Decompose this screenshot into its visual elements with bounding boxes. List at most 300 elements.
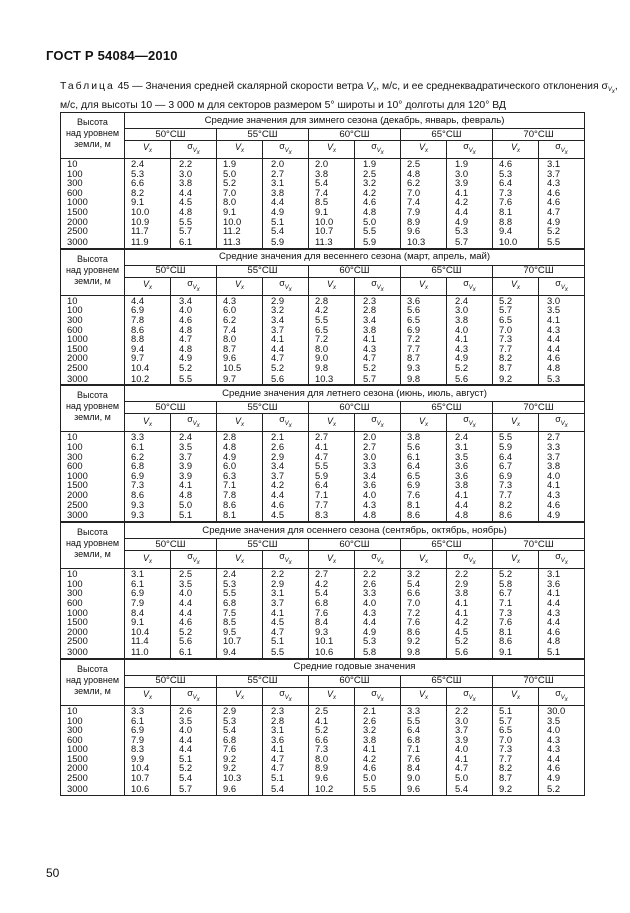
deviation-cell: 4.0	[171, 305, 217, 315]
deviation-cell: 4.7	[171, 334, 217, 344]
speed-cell: 9.8	[309, 363, 355, 373]
speed-cell: 5.4	[309, 588, 355, 598]
sigma-symbol-header: $\sigma_{V_x}$	[171, 141, 217, 159]
deviation-cell: 3.6	[355, 480, 401, 490]
deviation-cell: 5.2	[539, 226, 585, 236]
deviation-cell: 4.6	[355, 763, 401, 773]
caption-line-1: Таблица 45 — Значения средней скалярной скорости ветра $V_x$, м/с, и ее среднеквадратического отклонения $\sigma_{V_x}$,	[60, 81, 618, 95]
speed-cell: 9.6	[309, 773, 355, 783]
latitude-header: 55°СШ	[217, 402, 309, 414]
deviation-cell: 5.2	[171, 627, 217, 637]
altitude-cell: 3000	[61, 509, 125, 522]
deviation-cell: 3.8	[355, 735, 401, 745]
table-row	[61, 226, 585, 236]
deviation-cell: 5.6	[447, 372, 493, 385]
deviation-cell: 5.2	[539, 783, 585, 796]
speed-cell: 6.9	[401, 480, 447, 490]
speed-cell: 2.7	[309, 432, 355, 442]
speed-cell: 7.4	[309, 188, 355, 198]
altitude-cell: 100	[61, 716, 125, 726]
caption-text: — Значения средней скалярной скорости ветра	[129, 81, 367, 92]
deviation-cell: 5.1	[263, 636, 309, 646]
deviation-cell: 4.4	[539, 344, 585, 354]
speed-cell: 8.8	[125, 334, 171, 344]
altitude-cell: 2500	[61, 636, 125, 646]
deviation-cell: 4.9	[171, 353, 217, 363]
speed-cell: 6.5	[401, 315, 447, 325]
v-symbol-header: $V_x$	[217, 141, 263, 159]
speed-cell: 6.9	[125, 725, 171, 735]
speed-cell: 6.0	[217, 305, 263, 315]
deviation-cell: 5.4	[263, 783, 309, 796]
speed-cell: 3.1	[125, 569, 171, 579]
speed-cell: 7.7	[493, 344, 539, 354]
speed-cell: 10.7	[217, 636, 263, 646]
deviation-cell: 5.1	[539, 646, 585, 659]
deviation-cell: 3.3	[355, 461, 401, 471]
deviation-cell: 3.0	[171, 169, 217, 179]
deviation-cell: 3.9	[447, 178, 493, 188]
deviation-cell: 5.9	[263, 236, 309, 249]
sigma-symbol-header: $\sigma_{V_x}$	[539, 141, 585, 159]
deviation-cell: 4.6	[539, 627, 585, 637]
speed-cell: 7.0	[401, 188, 447, 198]
speed-cell: 7.8	[217, 490, 263, 500]
sigma-symbol-header: $\sigma_{V_x}$	[355, 414, 401, 432]
v-symbol-header: $V_x$	[493, 687, 539, 705]
deviation-cell: 2.6	[171, 705, 217, 715]
altitude-cell: 1500	[61, 617, 125, 627]
speed-cell: 4.4	[125, 295, 171, 305]
deviation-cell: 3.1	[539, 158, 585, 168]
speed-cell: 9.4	[217, 646, 263, 659]
speed-cell: 8.0	[217, 334, 263, 344]
deviation-cell: 3.9	[171, 461, 217, 471]
speed-cell: 5.6	[401, 442, 447, 452]
deviation-cell: 4.1	[355, 744, 401, 754]
speed-cell: 8.6	[125, 325, 171, 335]
speed-cell: 3.3	[125, 432, 171, 442]
deviation-cell: 3.5	[171, 716, 217, 726]
speed-cell: 10.2	[309, 783, 355, 796]
speed-cell: 9.6	[401, 783, 447, 796]
speed-cell: 8.6	[401, 627, 447, 637]
speed-cell: 3.6	[401, 295, 447, 305]
deviation-cell: 3.8	[539, 461, 585, 471]
deviation-cell: 4.0	[171, 725, 217, 735]
speed-cell: 9.2	[493, 783, 539, 796]
deviation-cell: 3.2	[355, 178, 401, 188]
deviation-cell: 3.6	[447, 471, 493, 481]
altitude-header	[61, 386, 125, 432]
deviation-cell: 3.5	[171, 579, 217, 589]
speed-cell: 6.1	[125, 716, 171, 726]
altitude-cell: 2000	[61, 217, 125, 227]
speed-cell: 2.9	[217, 705, 263, 715]
deviation-cell: 2.6	[355, 579, 401, 589]
deviation-cell: 2.9	[263, 295, 309, 305]
deviation-cell: 4.4	[171, 744, 217, 754]
deviation-cell: 5.5	[539, 236, 585, 249]
altitude-header-line: над уровнем	[65, 128, 120, 138]
latitude-header: 60°СШ	[309, 129, 401, 141]
season-title: Средние значения для осеннего сезона (сентябрь, октябрь, ноябрь)	[125, 523, 585, 539]
speed-cell: 7.3	[309, 744, 355, 754]
v-symbol-header: $V_x$	[401, 277, 447, 295]
caption-end: ,	[614, 81, 618, 92]
speed-cell: 5.7	[493, 716, 539, 726]
speed-cell: 7.3	[493, 480, 539, 490]
sigma-symbol-header: $\sigma_{V_x}$	[447, 141, 493, 159]
speed-cell: 6.1	[401, 452, 447, 462]
deviation-cell: 3.5	[539, 716, 585, 726]
latitude-header: 60°СШ	[309, 402, 401, 414]
speed-cell: 6.6	[125, 178, 171, 188]
altitude-cell: 10	[61, 295, 125, 305]
deviation-cell: 4.8	[355, 509, 401, 522]
deviation-cell: 4.4	[447, 500, 493, 510]
speed-cell: 10.0	[493, 236, 539, 249]
speed-cell: 9.2	[401, 636, 447, 646]
deviation-cell: 5.1	[171, 509, 217, 522]
speed-cell: 7.9	[401, 207, 447, 217]
speed-cell: 10.6	[125, 783, 171, 796]
deviation-cell: 3.0	[447, 716, 493, 726]
latitude-header: 60°СШ	[309, 265, 401, 277]
speed-cell: 6.4	[493, 178, 539, 188]
deviation-cell: 4.8	[447, 509, 493, 522]
speed-cell: 10.7	[309, 226, 355, 236]
speed-cell: 6.9	[125, 305, 171, 315]
speed-cell: 7.9	[125, 735, 171, 745]
deviation-cell: 4.7	[355, 353, 401, 363]
speed-cell: 9.3	[125, 500, 171, 510]
deviation-cell: 3.8	[447, 315, 493, 325]
deviation-cell: 5.3	[539, 372, 585, 385]
deviation-cell: 4.6	[539, 197, 585, 207]
speed-cell: 6.4	[493, 452, 539, 462]
deviation-cell: 4.4	[539, 334, 585, 344]
speed-cell: 9.7	[125, 353, 171, 363]
speed-cell: 6.5	[493, 725, 539, 735]
altitude-header-line: земли, м	[74, 685, 111, 696]
table-row	[61, 646, 585, 659]
season-title: Средние значения для летнего сезона (июнь, июль, август)	[125, 386, 585, 402]
speed-cell: 8.4	[401, 763, 447, 773]
sigma-symbol-header: $\sigma_{V_x}$	[263, 687, 309, 705]
altitude-cell: 10	[61, 569, 125, 579]
deviation-cell: 3.8	[263, 188, 309, 198]
sigma-symbol-header: $\sigma_{V_x}$	[355, 551, 401, 569]
altitude-cell: 100	[61, 305, 125, 315]
deviation-cell: 4.5	[263, 509, 309, 522]
latitude-header: 65°СШ	[401, 675, 493, 687]
deviation-cell: 3.7	[171, 452, 217, 462]
deviation-cell: 3.5	[447, 452, 493, 462]
deviation-cell: 4.4	[171, 735, 217, 745]
speed-cell: 9.8	[401, 372, 447, 385]
speed-cell: 2.5	[309, 705, 355, 715]
altitude-header	[61, 523, 125, 569]
deviation-cell: 4.0	[171, 588, 217, 598]
speed-cell: 7.0	[493, 325, 539, 335]
deviation-cell: 4.9	[447, 353, 493, 363]
speed-cell: 3.3	[401, 705, 447, 715]
deviation-cell: 5.2	[355, 363, 401, 373]
speed-cell: 10.7	[125, 773, 171, 783]
deviation-cell: 4.1	[263, 608, 309, 618]
speed-cell: 10.0	[309, 217, 355, 227]
deviation-cell: 4.3	[539, 325, 585, 335]
speed-cell: 8.6	[217, 500, 263, 510]
deviation-cell: 4.7	[539, 207, 585, 217]
deviation-cell: 5.7	[171, 783, 217, 796]
speed-cell: 10.3	[309, 372, 355, 385]
speed-cell: 9.6	[217, 353, 263, 363]
v-symbol-header: $V_x$	[217, 414, 263, 432]
altitude-cell: 2000	[61, 490, 125, 500]
speed-cell: 4.7	[309, 452, 355, 462]
speed-cell: 11.0	[125, 646, 171, 659]
speed-cell: 11.7	[125, 226, 171, 236]
deviation-cell: 5.3	[355, 636, 401, 646]
sigma-symbol-header: $\sigma_{V_x}$	[539, 687, 585, 705]
speed-cell: 6.1	[125, 579, 171, 589]
speed-cell: 9.3	[125, 509, 171, 522]
caption-v-sub: x	[373, 87, 377, 93]
deviation-cell: 5.7	[447, 236, 493, 249]
latitude-header: 50°СШ	[125, 265, 217, 277]
speed-cell: 8.2	[493, 763, 539, 773]
deviation-cell: 4.8	[355, 207, 401, 217]
altitude-cell: 1000	[61, 744, 125, 754]
speed-cell: 7.9	[125, 598, 171, 608]
v-symbol-header: $V_x$	[217, 687, 263, 705]
speed-cell: 6.5	[401, 471, 447, 481]
deviation-cell: 4.3	[539, 490, 585, 500]
latitude-header: 50°СШ	[125, 675, 217, 687]
deviation-cell: 5.2	[263, 363, 309, 373]
deviation-cell: 2.2	[447, 569, 493, 579]
table-row	[61, 783, 585, 796]
deviation-cell: 4.1	[447, 608, 493, 618]
deviation-cell: 4.3	[355, 500, 401, 510]
speed-cell: 8.7	[493, 363, 539, 373]
speed-cell: 8.5	[217, 617, 263, 627]
speed-cell: 9.3	[309, 627, 355, 637]
deviation-cell: 3.1	[539, 569, 585, 579]
altitude-cell: 600	[61, 188, 125, 198]
speed-cell: 8.4	[125, 608, 171, 618]
speed-cell: 5.4	[309, 178, 355, 188]
deviation-cell: 4.6	[539, 353, 585, 363]
deviation-cell: 4.0	[539, 725, 585, 735]
speed-cell: 5.0	[217, 169, 263, 179]
speed-cell: 4.3	[217, 295, 263, 305]
speed-cell: 9.4	[125, 344, 171, 354]
latitude-header: 70°СШ	[493, 265, 585, 277]
v-symbol-header: $V_x$	[125, 414, 171, 432]
deviation-cell: 3.4	[263, 461, 309, 471]
v-symbol-header: $V_x$	[217, 277, 263, 295]
v-symbol-header: $V_x$	[401, 414, 447, 432]
sigma-symbol-header: $\sigma_{V_x}$	[263, 414, 309, 432]
table-row	[61, 372, 585, 385]
deviation-cell: 4.7	[263, 353, 309, 363]
speed-cell: 10.6	[309, 646, 355, 659]
deviation-cell: 4.4	[539, 617, 585, 627]
deviation-cell: 4.8	[171, 325, 217, 335]
speed-cell: 7.1	[493, 598, 539, 608]
speed-cell: 8.8	[493, 217, 539, 227]
deviation-cell: 4.2	[263, 480, 309, 490]
deviation-cell: 2.9	[263, 452, 309, 462]
deviation-cell: 3.6	[447, 461, 493, 471]
caption-text-2: , м/с, и ее среднеквадратического отклонения σ	[376, 81, 608, 92]
speed-cell: 8.3	[125, 744, 171, 754]
sigma-symbol-header: $\sigma_{V_x}$	[447, 551, 493, 569]
altitude-cell: 600	[61, 325, 125, 335]
deviation-cell: 4.5	[447, 627, 493, 637]
speed-cell: 4.6	[493, 158, 539, 168]
deviation-cell: 2.7	[539, 432, 585, 442]
altitude-cell: 2500	[61, 226, 125, 236]
speed-cell: 7.5	[217, 608, 263, 618]
altitude-cell: 300	[61, 452, 125, 462]
deviation-cell: 2.2	[171, 158, 217, 168]
caption-v-symbol: V	[366, 81, 374, 92]
deviation-cell: 4.1	[539, 588, 585, 598]
deviation-cell: 4.4	[263, 344, 309, 354]
altitude-cell: 300	[61, 588, 125, 598]
deviation-cell: 3.3	[539, 442, 585, 452]
deviation-cell: 3.8	[447, 480, 493, 490]
speed-cell: 5.5	[401, 716, 447, 726]
deviation-cell: 4.6	[355, 197, 401, 207]
speed-cell: 5.9	[493, 442, 539, 452]
deviation-cell: 4.7	[447, 763, 493, 773]
speed-cell: 8.0	[309, 344, 355, 354]
deviation-cell: 2.4	[171, 432, 217, 442]
altitude-header	[61, 659, 125, 705]
table-row	[61, 236, 585, 249]
deviation-cell: 4.1	[447, 754, 493, 764]
deviation-cell: 4.6	[263, 500, 309, 510]
deviation-cell: 2.6	[263, 442, 309, 452]
altitude-header-line: Высота	[77, 253, 108, 264]
speed-cell: 9.2	[217, 754, 263, 764]
deviation-cell: 2.8	[355, 305, 401, 315]
speed-cell: 6.9	[401, 325, 447, 335]
deviation-cell: 5.5	[355, 226, 401, 236]
v-symbol-header: $V_x$	[401, 551, 447, 569]
speed-cell: 11.3	[309, 236, 355, 249]
speed-cell: 2.0	[309, 158, 355, 168]
speed-cell: 3.8	[401, 432, 447, 442]
v-symbol-header: $V_x$	[125, 277, 171, 295]
speed-cell: 11.3	[217, 236, 263, 249]
altitude-cell: 3000	[61, 783, 125, 796]
deviation-cell: 3.9	[171, 471, 217, 481]
deviation-cell: 3.6	[263, 735, 309, 745]
v-symbol-header: $V_x$	[493, 551, 539, 569]
deviation-cell: 4.1	[263, 334, 309, 344]
deviation-cell: 2.3	[355, 295, 401, 305]
deviation-cell: 4.3	[539, 735, 585, 745]
deviation-cell: 2.6	[355, 716, 401, 726]
altitude-header-line: земли, м	[74, 275, 111, 286]
altitude-cell: 1000	[61, 608, 125, 618]
deviation-cell: 5.1	[263, 773, 309, 783]
speed-cell: 6.8	[217, 598, 263, 608]
deviation-cell: 5.0	[355, 773, 401, 783]
v-symbol-header: $V_x$	[309, 687, 355, 705]
speed-cell: 9.6	[217, 783, 263, 796]
altitude-cell: 100	[61, 169, 125, 179]
altitude-cell: 300	[61, 315, 125, 325]
altitude-header-line: над уровнем	[65, 538, 120, 549]
deviation-cell: 3.0	[447, 169, 493, 179]
deviation-cell: 4.4	[263, 490, 309, 500]
latitude-header: 70°СШ	[493, 675, 585, 687]
altitude-header-line: над уровнем	[65, 264, 120, 275]
speed-cell: 6.2	[217, 315, 263, 325]
speed-cell: 5.5	[217, 588, 263, 598]
speed-cell: 8.1	[493, 207, 539, 217]
sigma-symbol-header: $\sigma_{V_x}$	[539, 551, 585, 569]
deviation-cell: 2.5	[171, 569, 217, 579]
deviation-cell: 4.0	[355, 490, 401, 500]
v-symbol-header: $V_x$	[309, 141, 355, 159]
deviation-cell: 4.8	[171, 490, 217, 500]
speed-cell: 5.5	[309, 461, 355, 471]
speed-cell: 7.2	[401, 334, 447, 344]
deviation-cell: 4.3	[539, 744, 585, 754]
altitude-cell: 300	[61, 178, 125, 188]
speed-cell: 6.4	[401, 725, 447, 735]
altitude-cell: 600	[61, 461, 125, 471]
deviation-cell: 3.8	[171, 178, 217, 188]
deviation-cell: 2.0	[355, 432, 401, 442]
deviation-cell: 4.6	[539, 500, 585, 510]
speed-cell: 9.8	[401, 646, 447, 659]
deviation-cell: 4.1	[263, 744, 309, 754]
altitude-cell: 1000	[61, 197, 125, 207]
deviation-cell: 3.6	[539, 579, 585, 589]
altitude-cell: 2000	[61, 353, 125, 363]
deviation-cell: 4.1	[447, 334, 493, 344]
deviation-cell: 3.0	[539, 295, 585, 305]
speed-cell: 8.1	[217, 509, 263, 522]
deviation-cell: 4.2	[447, 617, 493, 627]
deviation-cell: 2.5	[355, 169, 401, 179]
deviation-cell: 2.8	[263, 716, 309, 726]
speed-cell: 9.2	[493, 372, 539, 385]
deviation-cell: 5.1	[263, 217, 309, 227]
speed-cell: 6.4	[309, 480, 355, 490]
deviation-cell: 4.9	[539, 217, 585, 227]
deviation-cell: 4.8	[539, 363, 585, 373]
season-table	[60, 112, 585, 249]
latitude-header: 65°СШ	[401, 539, 493, 551]
deviation-cell: 5.0	[355, 217, 401, 227]
deviation-cell: 5.5	[263, 646, 309, 659]
deviation-cell: 3.4	[263, 315, 309, 325]
speed-cell: 8.3	[309, 509, 355, 522]
deviation-cell: 4.5	[263, 617, 309, 627]
season-table	[60, 385, 585, 522]
speed-cell: 9.0	[309, 353, 355, 363]
